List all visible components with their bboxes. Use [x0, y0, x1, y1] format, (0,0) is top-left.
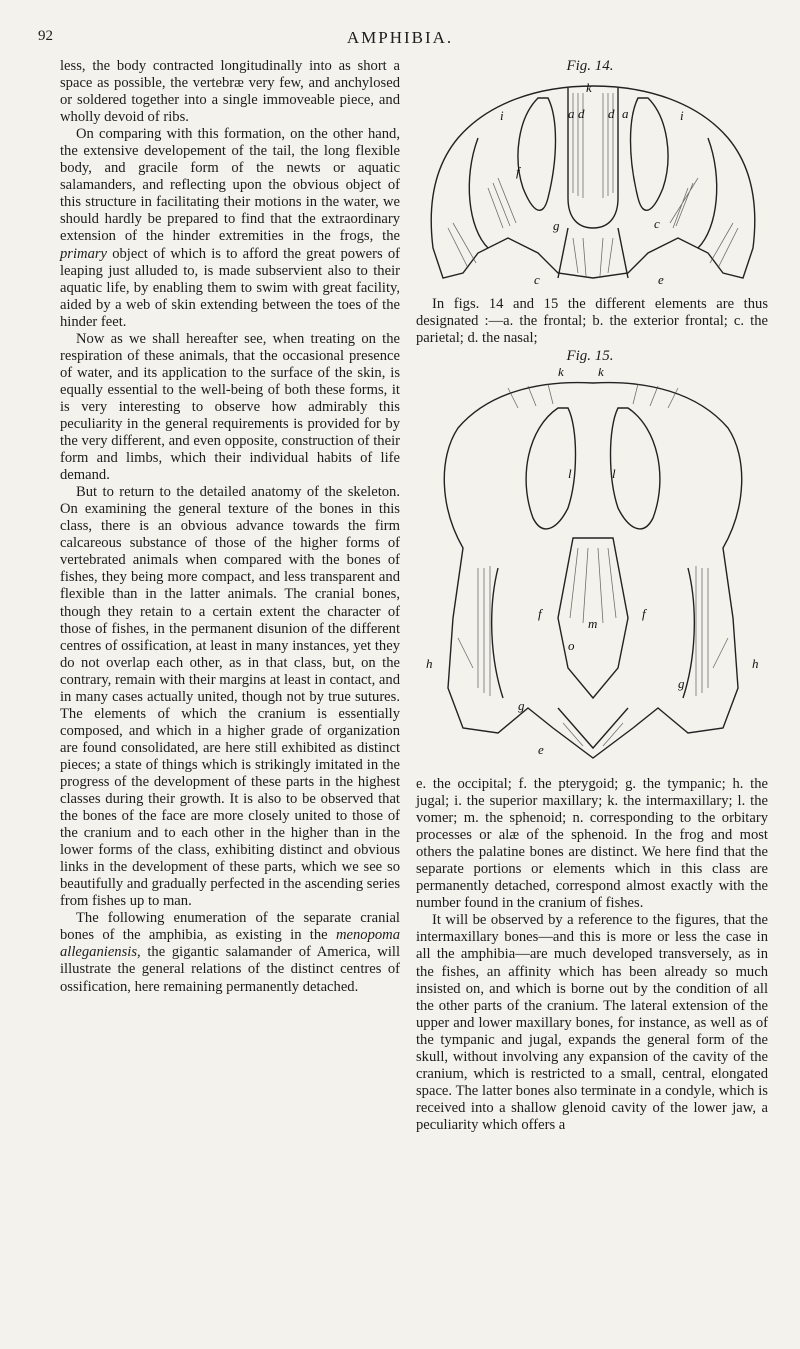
paragraph: e. the occipital; f. the pterygoid; g. the tympanic; h. the jugal; i. the superior maxillary; k. the intermaxillary; l. the vomer; m. the sphenoid; n. corresponding to the orbitary processes or alæ of the sphenoid. In the frog and most others the palatine bones are distinct. We here find that the separate portions or elements which in this class are permanently detached, correspond almost exactly with the number found in the cranium of fishes.	[416, 776, 768, 912]
fig14-letter: i	[680, 108, 684, 123]
right-column	[416, 776, 768, 1134]
fig14-label: Fig. 14.	[566, 58, 614, 74]
fig15-skull-illustration	[418, 368, 768, 768]
paragraph: The following enumeration of the separate cranial bones of the amphibia, as existing in the menopoma alleganiensis, the gigantic salamander of America, will illustrate the general relations of the distinct centres of ossification, here remaining permanently detached.	[60, 910, 400, 995]
fig14-letter: c	[534, 272, 540, 287]
paragraph: On comparing with this formation, on the other hand, the extensive developement of the tail, the long flexible body, and gracile form of the newts or aquatic salamanders, and reflecting upon the obvious object of this structure in facilitating their motions in the water, we should hardly be prepared to find that the extraordinary extension of the hinder extremities in the frogs, the primary object of which is to afford the great powers of leaping just alluded to, is made subservient also to their aquatic life, by enabling them to swim with great facility, aided by a web of skin extending between the toes of the hinder feet.	[60, 126, 400, 330]
fig15-letter: l	[612, 466, 616, 481]
fig15-letter: m	[588, 616, 598, 631]
fig14-letter: a	[568, 106, 575, 121]
fig15-letter: k	[558, 368, 564, 379]
figure-caption	[416, 296, 768, 347]
fig15-letter: h	[426, 656, 433, 671]
paragraph: It will be observed by a reference to the figures, that the intermaxillary bones—and this is more or less the case in all the amphibia—are much developed transversely, as in the fishes, an affinity which has been already so much insisted on, and which is borne out by the condition of all the other parts of the cranium. The lateral extension of the upper and lower maxillary bones, for instance, as well as of the tympanic and jugal, expands the general form of the skull, without involving any expansion of the cavity of the cranium, which is restricted to a small, central, elongated space. The latter bones also terminate in a condyle, which is received into a shallow glenoid cavity of the lower jaw, a peculiarity which offers a	[416, 912, 768, 1133]
fig14-letter: d	[608, 106, 615, 121]
fig14-letter: f	[516, 164, 520, 179]
fig15-letter: e	[538, 742, 544, 757]
fig15-letter: h	[752, 656, 759, 671]
left-column	[60, 58, 400, 996]
paragraph: But to return to the detailed anatomy of the skeleton. On examining the general texture of the bones in this class, there is an obvious advance towards the firm calcareous substance of those of the higher forms of vertebrated animals when compared with the bones of fishes, they being more compact, and less transparent and flexible than in the latter animals. The cranial bones, though they retain to a certain extent the character of those of fishes, in the permanent disunion of the different centres of ossification, at least in many instances, yet they do not overlap each other, as in that class, but, on the contrary, remain with their margins at least in contact, and in many cases actually united, though not by true sutures. The elements of which the cranium is essentially composed, and which in a higher grade of organization are found consolidated, are here still exhibited as distinct pieces; a state of things which is strikingly imitated in the progress of the development of these parts in the highest classes during their growth. It is also to be observed that the bones of the face are more closely united to those of the cranium and to each other in the higher than in the lower forms of the class, exhibiting distinct and obvious links in the development of these parts, which we see so beautifully and gradually perfected in the ascending series from fishes up to man.	[60, 484, 400, 910]
fig14-letter: a	[622, 106, 629, 121]
running-head: AMPHIBIA.	[346, 28, 454, 47]
emphasis: primary	[60, 245, 108, 262]
fig15-letter: l	[568, 466, 572, 481]
fig15-letter: g	[518, 698, 525, 713]
fig14-letter: c	[654, 216, 660, 231]
fig14-letter: g	[553, 218, 560, 233]
page-number: 92	[38, 28, 53, 44]
fig15-label: Fig. 15.	[566, 348, 614, 364]
fig15-letter: o	[568, 638, 575, 653]
fig14-letter: e	[658, 272, 664, 287]
caption-text: In figs. 14 and 15 the different elements are thus designated :—a. the frontal; b. the exterior frontal; c. the parietal; d. the nasal;	[416, 296, 768, 347]
fig15-letter: k	[598, 368, 604, 379]
species-name: menopoma alleganiensis	[60, 927, 400, 961]
fig15-letter: f	[642, 606, 646, 621]
fig15-letter: f	[538, 606, 542, 621]
paragraph: Now as we shall hereafter see, when treating on the respiration of these animals, that the occasional presence of water, and its application to the surface of the skin, is equally essential to the well-being of both these forms, it is very interesting to observe how admirably this peculiarity in the general requirements is provided for by the very different, and even opposite, construction of their form and limbs, which their individual habits of life demand.	[60, 330, 400, 484]
fig15-letter: g	[678, 676, 685, 691]
fig14-letter: d	[578, 106, 585, 121]
paragraph: less, the body contracted longitudinally into as short a space as possible, the vertebræ very few, and anchylosed or soldered together into a single immoveable piece, and wholly devoid of ribs.	[60, 58, 400, 126]
fig14-letter: k	[586, 80, 592, 95]
fig14-letter: i	[500, 108, 504, 123]
fig14-skull-illustration	[418, 78, 768, 288]
